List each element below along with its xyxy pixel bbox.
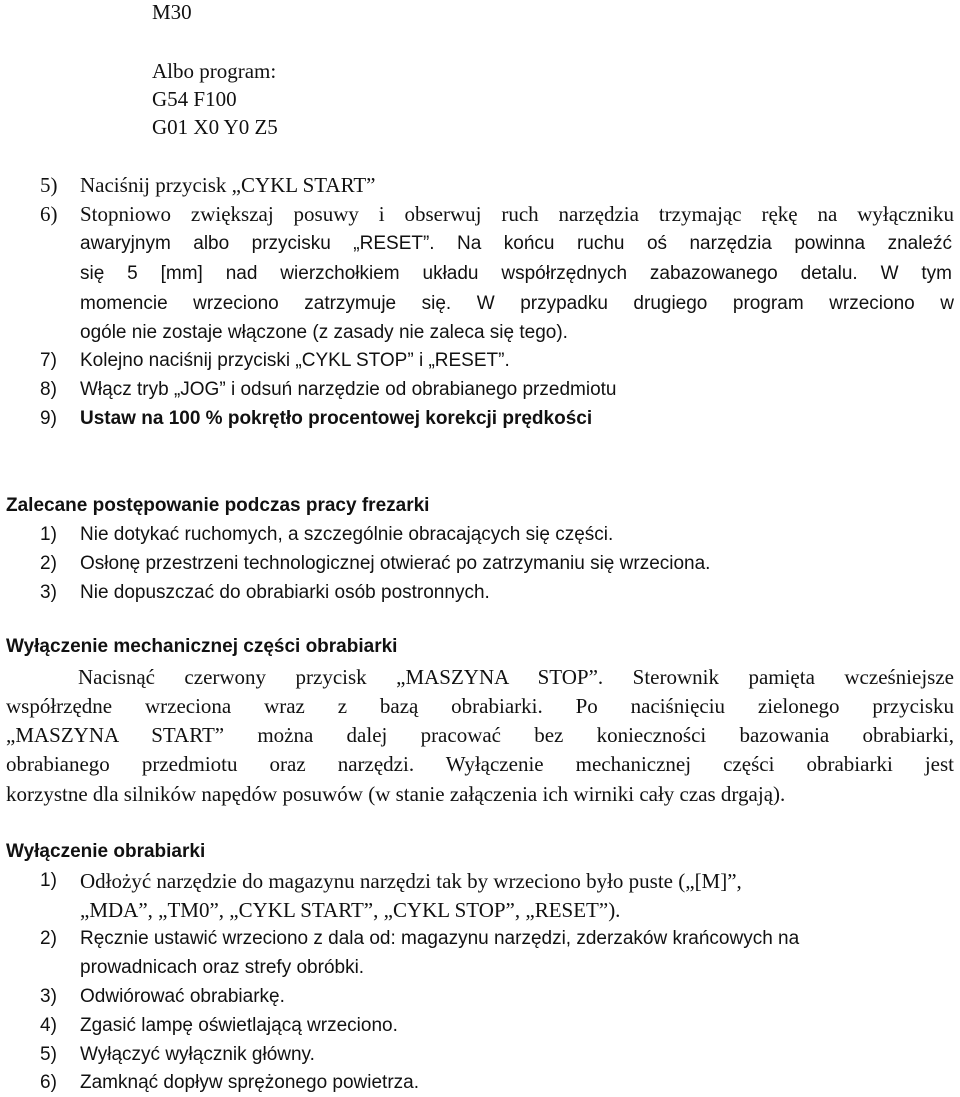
shutdown-item-4-number: 4) — [40, 1015, 57, 1036]
mechanical-line-4: obrabianego przedmiotu oraz narzędzi. Wyłączenie mechanicznej części obrabiarki jest — [6, 754, 954, 776]
recommended-heading: Zalecane postępowanie podczas pracy frezarki — [6, 495, 430, 516]
step-5-text: Naciśnij przycisk „CYKL START” — [80, 173, 376, 197]
step-9-text: Ustaw na 100 % pokrętło procentowej korekcji prędkości — [80, 408, 593, 429]
shutdown-item-4-text: Zgasić lampę oświetlającą wrzeciono. — [80, 1015, 398, 1036]
mechanical-line-1: Nacisnąć czerwony przycisk „MASZYNA STOP”. Sterownik pamięta wcześniejsze — [78, 667, 954, 689]
alt-program-line-1: G54 F100 — [152, 87, 237, 111]
step-7-text: Kolejno naciśnij przyciski „CYKL STOP” i „RESET”. — [80, 350, 510, 371]
recommended-item-2-text: Osłonę przestrzeni technologicznej otwierać po zatrzymaniu się wrzeciona. — [80, 553, 711, 574]
step-6-line-5: ogóle nie zostaje włączone (z zasady nie zaleca się tego). — [80, 322, 568, 343]
step-6-number: 6) — [40, 202, 58, 226]
mechanical-line-3: „MASZYNA START” można dalej pracować bez konieczności bazowania obrabiarki, — [6, 725, 954, 747]
step-8-number: 8) — [40, 379, 57, 400]
recommended-item-2-number: 2) — [40, 553, 57, 574]
shutdown-item-3-text: Odwiórować obrabiarkę. — [80, 986, 285, 1007]
mechanical-line-5: korzystne dla silników napędów posuwów (w stanie załączenia ich wirniki cały czas drgają). — [6, 782, 786, 806]
m30-line: M30 — [152, 0, 192, 24]
step-9-number: 9) — [40, 408, 57, 429]
shutdown-item-2-line-1: Ręcznie ustawić wrzeciono z dala od: magazynu narzędzi, zderzaków krańcowych na — [80, 928, 800, 949]
shutdown-item-2-line-2: prowadnicach oraz strefy obróbki. — [80, 957, 365, 978]
mechanical-heading: Wyłączenie mechanicznej części obrabiarki — [6, 636, 398, 657]
recommended-item-3-number: 3) — [40, 582, 57, 603]
shutdown-item-1-line-1: Odłożyć narzędzie do magazynu narzędzi tak by wrzeciono było puste („[M]”, — [80, 869, 742, 893]
shutdown-item-6-text: Zamknąć dopływ sprężonego powietrza. — [80, 1072, 420, 1093]
step-8-text: Włącz tryb „JOG” i odsuń narzędzie od obrabianego przedmiotu — [80, 379, 617, 400]
step-6-line-1: Stopniowo zwiększaj posuwy i obserwuj ruch narzędzia trzymając rękę na wyłączniku — [80, 204, 954, 226]
shutdown-item-2-number: 2) — [40, 928, 57, 949]
shutdown-heading: Wyłączenie obrabiarki — [6, 841, 206, 862]
shutdown-item-1-line-2: „MDA”, „TM0”, „CYKL START”, „CYKL STOP”, „RESET”). — [80, 898, 621, 922]
shutdown-item-5-number: 5) — [40, 1044, 57, 1065]
shutdown-item-5-text: Wyłączyć wyłącznik główny. — [80, 1044, 315, 1065]
mechanical-line-2: współrzędne wrzeciona wraz z bazą obrabiarki. Po naciśnięciu zielonego przycisku — [6, 696, 954, 718]
shutdown-item-1-number: 1) — [40, 870, 57, 891]
shutdown-item-6-number: 6) — [40, 1072, 57, 1093]
step-6-line-4: momencie wrzeciono zatrzymuje się. W przypadku drugiego program wrzeciono w — [80, 294, 954, 314]
step-5-number: 5) — [40, 173, 58, 197]
alt-program-line-2: G01 X0 Y0 Z5 — [152, 115, 278, 139]
step-6-line-3: się 5 [mm] nad wierzchołkiem układu współrzędnych zabazowanego detalu. W tym — [80, 264, 952, 284]
alt-program-label: Albo program: — [152, 59, 277, 83]
shutdown-item-3-number: 3) — [40, 986, 57, 1007]
step-6-line-2: awaryjnym albo przycisku „RESET”. Na końcu ruchu oś narzędzia powinna znaleźć — [80, 234, 952, 254]
step-7-number: 7) — [40, 350, 57, 371]
recommended-item-1-number: 1) — [40, 524, 57, 545]
recommended-item-3-text: Nie dopuszczać do obrabiarki osób postronnych. — [80, 582, 490, 603]
recommended-item-1-text: Nie dotykać ruchomych, a szczególnie obracających się części. — [80, 524, 614, 545]
